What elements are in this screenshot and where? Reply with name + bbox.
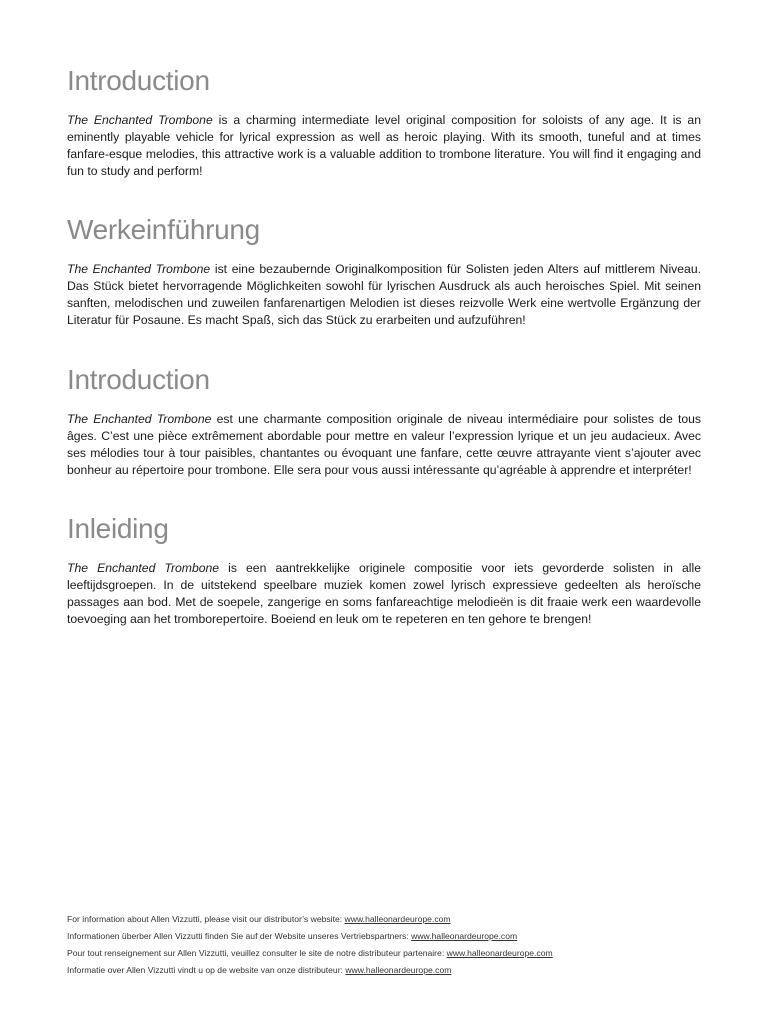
work-title: The Enchanted Trombone [67, 113, 213, 127]
section-body [67, 560, 701, 628]
footer-line-dutch [67, 962, 701, 979]
section-german [67, 213, 701, 329]
section-body [67, 112, 701, 180]
body-text: est une charmante composition originale de niveau intermédiaire pour solistes de tous âges. C’est une pièce extrêmement abordable pour mettre en valeur l’expression lyrique et un jeu audacieux. Avec ses mélodies tour à tour paisibles, chantantes ou évoquant une fanfare, cette œuvre attrayante vient s’ajouter avec bonheur au répertoire pour trombone. Elle sera pour vous aussi intéressante qu’agréable à apprendre et interpréter! [67, 412, 701, 477]
footer-line-german [67, 928, 701, 945]
section-heading: Werkeinführung [67, 214, 260, 245]
section-heading: Inleiding [67, 513, 169, 544]
body-text: is een aantrekkelijke originele compositie voor iets gevorderde solisten in alle leeftijdsgroepen. In de uitstekend speelbare muziek komen zowel lyrisch expressieve gedeelten als heroïsche passages aan bod. Met de soepele, zangerige en soms fanfareachtige melodieën is dit fraaie werk een waardevolle toevoeging aan het tromborepertoire. Boeiend en leuk om te repeteren en ten gehore te brengen! [67, 561, 701, 626]
footer-text: Informatie over Allen Vizzutti vindt u op de website van onze distributeur: [67, 965, 346, 975]
distributor-link[interactable]: www.halleonardeurope.com [411, 931, 518, 941]
footer-distributor-info [67, 911, 701, 979]
footer-line-french [67, 945, 701, 962]
section-heading: Introduction [67, 65, 210, 96]
section-dutch [67, 512, 701, 628]
footer-text: For information about Allen Vizzutti, please visit our distributor’s website: [67, 914, 345, 924]
body-text: ist eine bezaubernde Originalkomposition für Solisten jeden Alters auf mittlerem Niveau. Das Stück bietet hervorragende Möglichkeiten sowohl für lyrischen Ausdruck als auch heroisches Spiel. Mit seinen sanften, melodischen und zuweilen fanfarenartigen Melodien ist dieses reizvolle Werk eine wertvolle Ergänzung der Literatur für Posaune. Es macht Spaß, sich das Stück zu erarbeiten und aufzuführen! [67, 262, 701, 327]
body-text: is a charming intermediate level original composition for soloists of any age. It is an eminently playable vehicle for lyrical expression as well as heroic playing. With its smooth, tuneful and at times fanfare-esque melodies, this attractive work is a valuable addition to trombone literature. You will find it engaging and fun to study and perform! [67, 113, 701, 178]
section-english [67, 64, 701, 180]
section-body [67, 411, 701, 479]
footer-line-english [67, 911, 701, 928]
distributor-link[interactable]: www.halleonardeurope.com [446, 948, 553, 958]
section-french [67, 363, 701, 479]
footer-text: Informationen überber Allen Vizzutti finden Sie auf der Website unseres Vertriebspartners: [67, 931, 412, 941]
distributor-link[interactable]: www.halleonardeurope.com [344, 914, 451, 924]
work-title: The Enchanted Trombone [67, 262, 211, 276]
footer-text: Pour tout renseignement sur Allen Vizzutti, veuillez consulter le site de notre distributeur partenaire: [67, 948, 447, 958]
section-heading: Introduction [67, 364, 210, 395]
work-title: The Enchanted Trombone [67, 412, 212, 426]
work-title: The Enchanted Trombone [67, 561, 220, 575]
distributor-link[interactable]: www.halleonardeurope.com [345, 965, 452, 975]
section-body [67, 261, 701, 329]
